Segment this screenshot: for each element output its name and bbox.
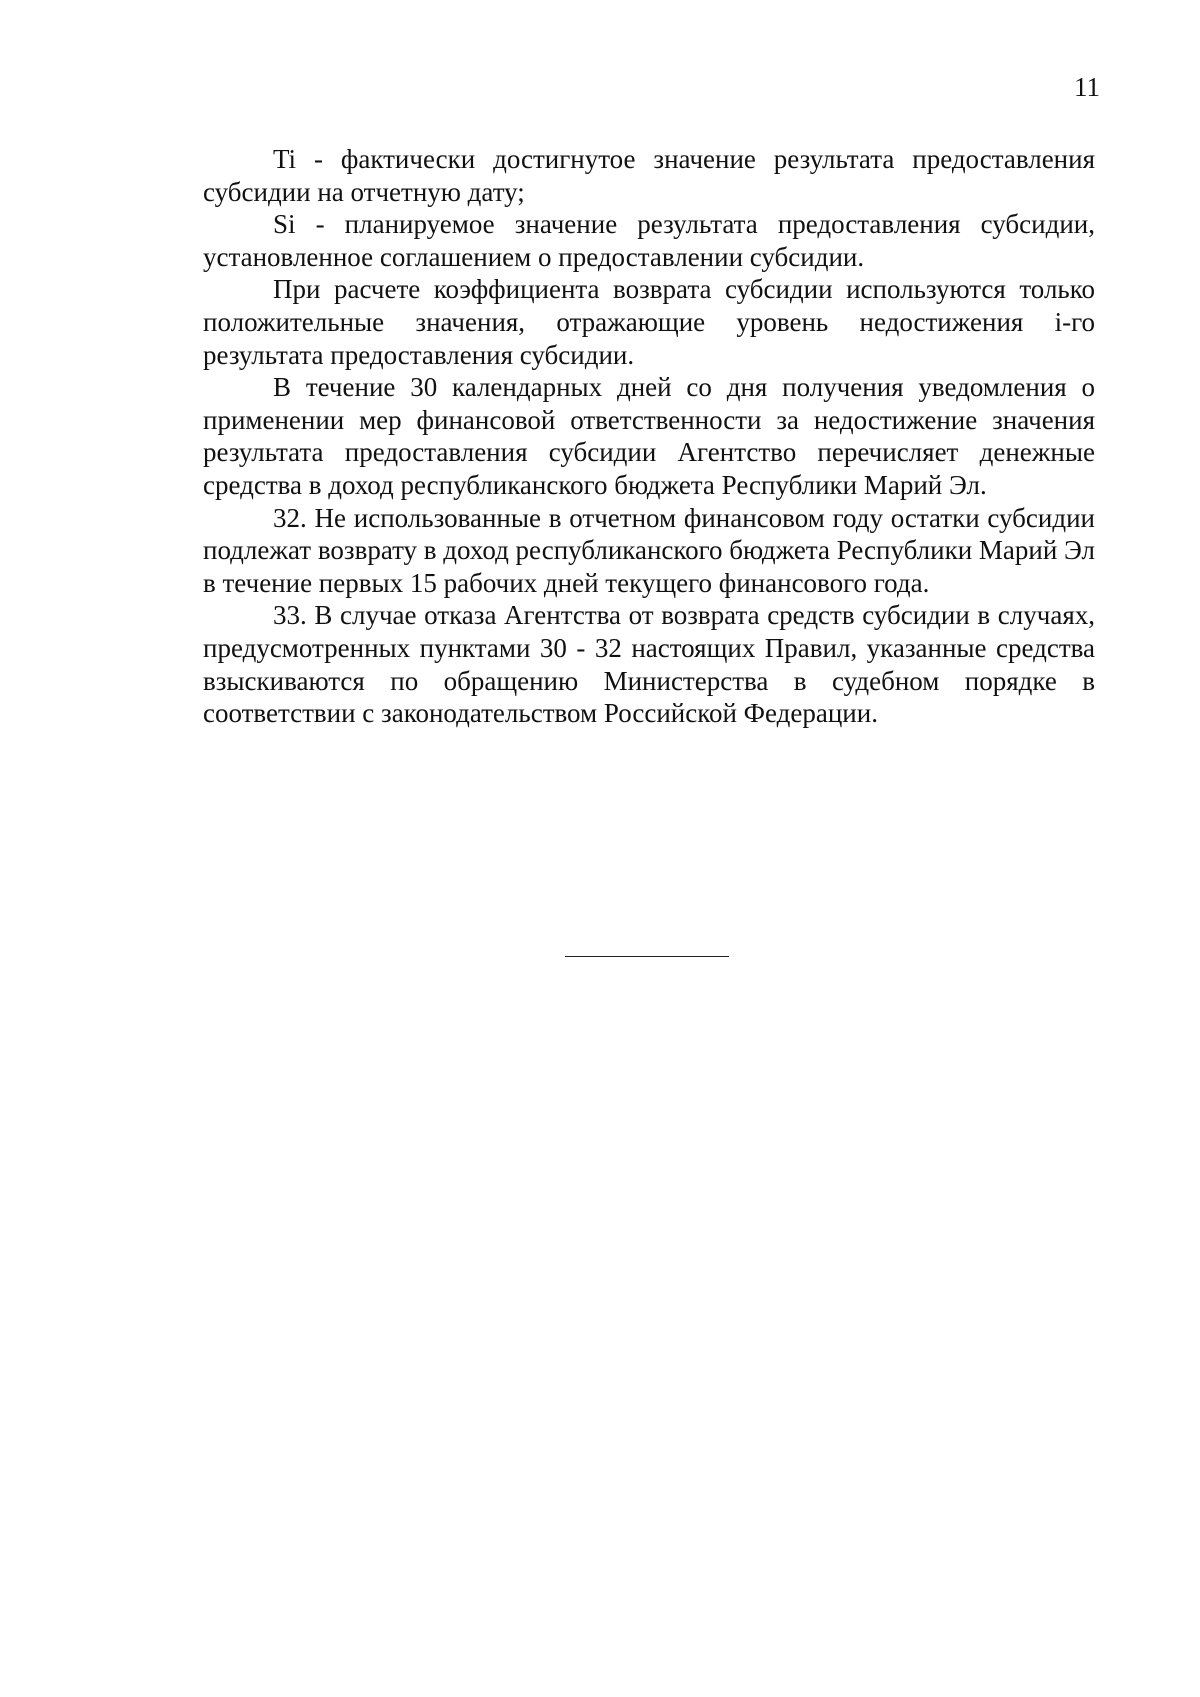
paragraph-clause-32: 32. Не использованные в отчетном финансовом году остатки субсидии подлежат возврату в доход республиканского бюджета Республики Марий Эл в течение первых 15 рабочих дней текущего финансового года. <box>203 502 1096 598</box>
closing-divider-line <box>565 956 729 957</box>
paragraph-return-deadline: В течение 30 календарных дней со дня получения уведомления о применении мер финансовой ответственности за недостижение значения результата предоставления субсидии Агентство перечисляет денежные средства в доход республиканского бюджета Республики Марий Эл. <box>203 372 1095 500</box>
paragraph-si-definition: Si - планируемое значение результата предоставления субсидии, установленное соглашением о предоставлении субсидии. <box>203 209 1095 272</box>
paragraph-coefficient-note: При расчете коэффициента возврата субсидии используются только положительные значения, отражающие уровень недостижения i-го результата предоставления субсидии. <box>203 274 1095 370</box>
paragraph-ti-definition: Ti - фактически достигнутое значение результата предоставления субсидии на отчетную дату; <box>203 144 1095 207</box>
document-body <box>203 143 1095 730</box>
page-number: 11 <box>1074 72 1100 102</box>
paragraph-clause-33: 33. В случае отказа Агентства от возврата средств субсидии в случаях, предусмотренных пунктами 30 - 32 настоящих Правил, указанные средства взыскиваются по обращению Министерства в судебном порядке в соответствии с законодательством Российской Федерации. <box>203 600 1095 729</box>
